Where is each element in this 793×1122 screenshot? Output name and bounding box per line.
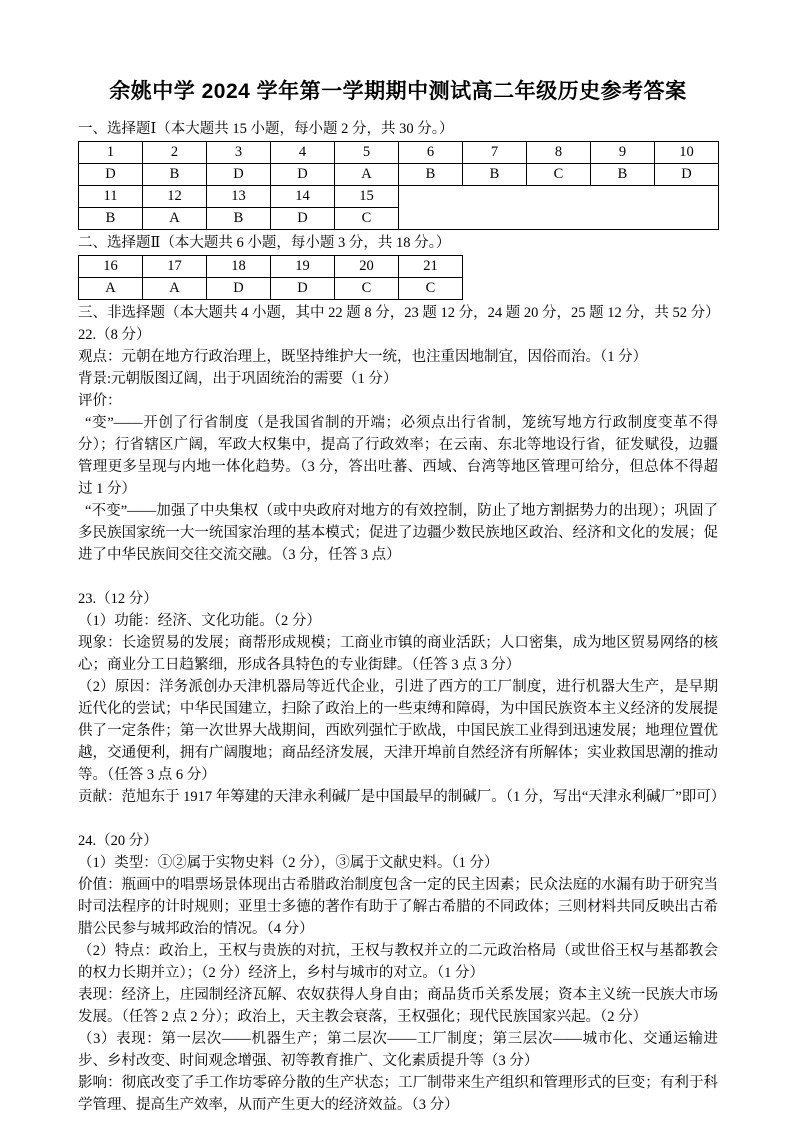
question24-block <box>78 830 718 1116</box>
table-cell: D <box>271 164 335 186</box>
table-cell: B <box>207 208 271 230</box>
q22-change-answer: “变”——开创了行省制度（是我国省制的开端；必须点出行省制，笼统写地方行政制度变革不得分）；行省辖区广阔，军政大权集中，提高了行政效率；在云南、东北等地设行省，征发赋役，边疆管理更多呈现与内地一体化趋势。（3 分，答出吐蕃、西域、台湾等地区管理可给分，但总体不得超过 1 分） <box>78 415 718 497</box>
table-cell: 15 <box>335 186 399 208</box>
table-cell: 13 <box>207 186 271 208</box>
q22-evaluation-label: 评价： <box>78 393 122 409</box>
table-cell: A <box>143 208 207 230</box>
q24-part2-feature: （2）特点：政治上，王权与贵族的对抗，王权与教权并立的二元政治格局（或世俗王权与基都教会的权力长期并立）；（2 分）经济上，乡村与城市的对立。（1 分） <box>78 943 718 981</box>
table-cell: D <box>207 278 271 300</box>
q24-influence: 影响：彻底改变了手工作坊零碎分散的生产状态；工厂制带来生产组织和管理形式的巨变；有利于科学管理、提高生产效率，从而产生更大的经济效益。（3 分） <box>78 1075 718 1113</box>
table-cell: 4 <box>271 142 335 164</box>
table-cell: B <box>463 164 527 186</box>
choice1-answer-table <box>78 141 719 230</box>
table-cell: 19 <box>271 256 335 278</box>
table-row <box>79 142 719 164</box>
table-cell: A <box>335 164 399 186</box>
q22-number: 22.（8 分） <box>78 327 151 343</box>
table-cell: 18 <box>207 256 271 278</box>
q22-viewpoint: 观点：元朝在地方行政治理上，既坚持维护大一统，也注重因地制宜，因俗而治。（1 分） <box>78 349 648 365</box>
table-cell: D <box>207 164 271 186</box>
q24-number: 24.（20 分） <box>78 833 158 849</box>
table-cell: B <box>399 164 463 186</box>
q23-part2-reason: （2）原因：洋务派创办天津机器局等近代企业，引进了西方的工厂制度，进行机器大生产，是早期近代化的尝试；中华民国建立，扫除了政治上的一些束缚和障碍，为中国民族资本主义经济的发展提供了一定条件；第一次世界大战期间，西欧列强忙于欧战，中国民族工业得到迅速发展；地理位置优越，交通便利，拥有广阔腹地；商品经济发展，天津开埠前自然经济有所解体；实业救国思潮的推动等。（任答 3 点 6 分） <box>78 679 718 783</box>
q24-part3-manifestation: （3）表现：第一层次——机器生产；第二层次——工厂制度；第三层次——城市化、交通运输进步、乡村改变、时间观念增强、初等教育推广、文化素质提升等（3 分） <box>78 1031 718 1069</box>
q22-no-change-answer: “不变”——加强了中央集权（或中央政府对地方的有效控制，防止了地方割据势力的出现）；巩固了多民族国家统一大一统国家治理的基本模式；促进了边疆少数民族地区政治、经济和文化的发展；促进了中华民族间交往交流交融。（3 分，任答 3 点） <box>78 503 718 563</box>
q23-number: 23.（12 分） <box>78 591 158 607</box>
table-row <box>79 256 463 278</box>
section1-heading: 一、选择题Ⅰ（本大题共 15 小题，每小题 2 分，共 30 分。） <box>78 121 454 137</box>
q23-part1-function: （1）功能：经济、文化功能。（2 分） <box>78 613 321 629</box>
table-cell: D <box>655 164 719 186</box>
table-cell: B <box>79 208 143 230</box>
section2-heading: 二、选择题Ⅱ（本大题共 6 小题，每小题 3 分，共 18 分。） <box>78 235 451 251</box>
table-cell: B <box>591 164 655 186</box>
q24-value: 价值：瓶画中的唱票场景体现出古希腊政治制度包含一定的民主因素；民众法庭的水漏有助于研究当时司法程序的计时规则；亚里士多德的著作有助于了解古希腊的不同政体；三则材料共同反映出古希腊公民参与城邦政治的情况。（4 分） <box>78 877 718 937</box>
table-cell: 12 <box>143 186 207 208</box>
table-cell: D <box>271 278 335 300</box>
table-cell: 11 <box>79 186 143 208</box>
table-row <box>79 278 463 300</box>
table-cell: 6 <box>399 142 463 164</box>
table-cell: 16 <box>79 256 143 278</box>
empty-merged-cell <box>399 186 719 230</box>
q24-manifestation: 表现：经济上，庄园制经济瓦解、农奴获得人身自由；商品货币关系发展；资本主义统一民族大市场发展。（任答 2 点 2 分）；政治上，天主教会衰落，王权强化；现代民族国家兴起。（2 分） <box>78 987 718 1025</box>
table-cell: C <box>399 278 463 300</box>
section3-heading: 三、非选择题（本大题共 4 小题，其中 22 题 8 分，23 题 12 分，24 题 20 分，25 题 12 分，共 52 分） <box>78 305 720 321</box>
table-cell: A <box>79 278 143 300</box>
q22-background: 背景:元朝版图辽阔，出于巩固统治的需要（1 分） <box>78 371 398 387</box>
table-cell: 9 <box>591 142 655 164</box>
table-cell: 7 <box>463 142 527 164</box>
table-row <box>79 164 719 186</box>
page-title: 余姚中学 2024 学年第一学期期中测试高二年级历史参考答案 <box>109 80 687 103</box>
table-cell: 8 <box>527 142 591 164</box>
table-cell: C <box>527 164 591 186</box>
q24-part1-type: （1）类型：①②属于实物史料（2 分），③属于文献史料。（1 分） <box>78 855 499 871</box>
table-cell: 20 <box>335 256 399 278</box>
table-cell: 10 <box>655 142 719 164</box>
table-cell: 1 <box>79 142 143 164</box>
table-cell: B <box>143 164 207 186</box>
q23-contribution: 贡献：范旭东于 1917 年筹建的天津永利碱厂是中国最早的制碱厂。（1 分，写出“天津永利碱厂”即可） <box>78 789 726 805</box>
table-cell: D <box>271 208 335 230</box>
table-cell: 2 <box>143 142 207 164</box>
table-cell: C <box>335 278 399 300</box>
table-cell: 14 <box>271 186 335 208</box>
table-cell: C <box>335 208 399 230</box>
table-row <box>79 186 719 208</box>
question23-block <box>78 588 726 808</box>
q23-phenomenon: 现象：长途贸易的发展；商帮形成规模；工商业市镇的商业活跃；人口密集，成为地区贸易网络的核心；商业分工日趋繁细，形成各具特色的专业街肆。（任答 3 点 3 分） <box>78 635 718 673</box>
table-cell: 5 <box>335 142 399 164</box>
table-cell: 3 <box>207 142 271 164</box>
question22-block <box>78 324 718 566</box>
table-cell: D <box>79 164 143 186</box>
table-cell: 21 <box>399 256 463 278</box>
table-cell: A <box>143 278 207 300</box>
table-cell: 17 <box>143 256 207 278</box>
choice2-answer-table <box>78 255 463 300</box>
